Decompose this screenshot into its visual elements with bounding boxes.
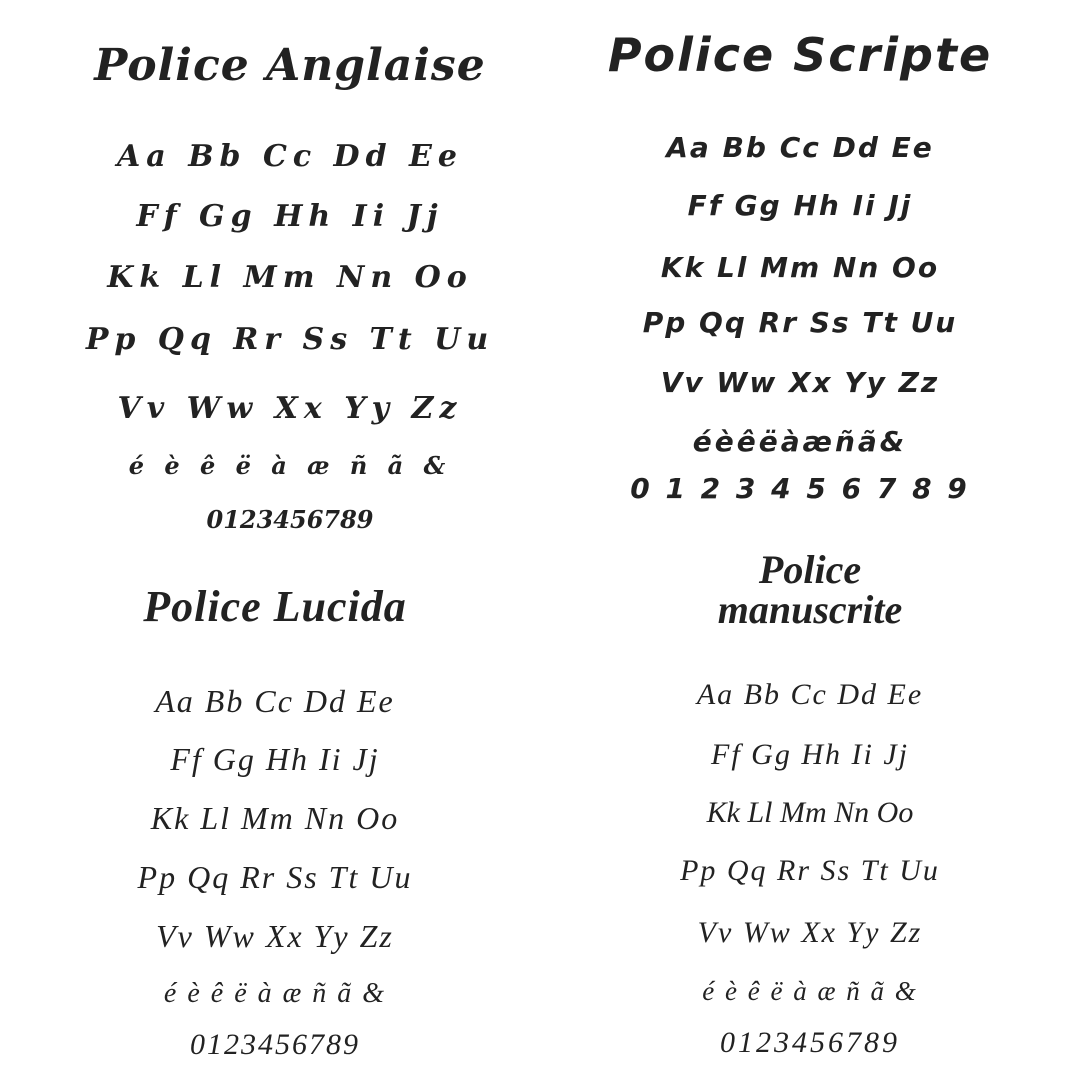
- scripte-row-vz: Vv Ww Xx Yy Zz: [660, 366, 940, 399]
- manuscrite-title-line1: Police: [758, 547, 862, 592]
- anglaise-row-digits: 0123456789: [206, 505, 374, 534]
- lucida-specimen: [40, 575, 510, 1075]
- scripte-row-digits: 0 1 2 3 4 5 6 7 8 9: [630, 472, 970, 505]
- lucida-title: Police Lucida: [143, 582, 407, 631]
- lucida-row-ko: Kk Ll Mm Nn Oo: [150, 800, 400, 836]
- anglaise-title: Police Anglaise: [94, 40, 486, 91]
- scripte-row-ae: Aa Bb Cc Dd Ee: [666, 131, 934, 164]
- scripte-title: Police Scripte: [607, 28, 993, 82]
- manuscrite-row-accents: é è ê ë à æ ñ ã &: [702, 976, 918, 1006]
- manuscrite-row-ko: Kk Ll Mm Nn Oo: [706, 796, 914, 829]
- lucida-row-accents: é è ê ë à æ ñ ã &: [163, 978, 387, 1009]
- anglaise-row-ae: Aa Bb Cc Dd Ee: [117, 139, 463, 174]
- scripte-specimen: [560, 20, 1040, 530]
- manuscrite-row-fj: Ff Gg Hh Ii Jj: [711, 738, 909, 771]
- lucida-row-ae: Aa Bb Cc Dd Ee: [155, 683, 395, 719]
- manuscrite-row-pu: Pp Qq Rr Ss Tt Uu: [680, 854, 940, 887]
- manuscrite-specimen: [580, 540, 1040, 1075]
- anglaise-row-accents: é è ê ë à æ ñ ã &: [128, 451, 452, 480]
- manuscrite-row-ae: Aa Bb Cc Dd Ee: [696, 678, 924, 711]
- lucida-row-vz: Vv Ww Xx Yy Zz: [156, 918, 394, 954]
- scripte-row-ko: Kk Ll Mm Nn Oo: [660, 251, 940, 284]
- manuscrite-row-digits: 0123456789: [720, 1026, 900, 1059]
- lucida-row-digits: 0123456789: [190, 1028, 360, 1061]
- anglaise-specimen: [40, 30, 540, 550]
- manuscrite-row-vz: Vv Ww Xx Yy Zz: [697, 916, 923, 949]
- lucida-row-fj: Ff Gg Hh Ii Jj: [170, 741, 380, 777]
- anglaise-row-pu: Pp Qq Rr Ss Tt Uu: [85, 322, 495, 357]
- scripte-row-pu: Pp Qq Rr Ss Tt Uu: [642, 306, 958, 339]
- anglaise-row-fj: Ff Gg Hh Ii Jj: [136, 199, 444, 234]
- anglaise-row-ko: Kk Ll Mm Nn Oo: [107, 260, 473, 295]
- anglaise-row-vz: Vv Ww Xx Yy Zz: [117, 391, 463, 426]
- lucida-row-pu: Pp Qq Rr Ss Tt Uu: [137, 859, 413, 895]
- manuscrite-title-line2: manuscrite: [717, 587, 903, 632]
- scripte-row-fj: Ff Gg Hh Ii Jj: [687, 189, 913, 222]
- scripte-row-accents: éèêëàæñã&: [692, 425, 908, 458]
